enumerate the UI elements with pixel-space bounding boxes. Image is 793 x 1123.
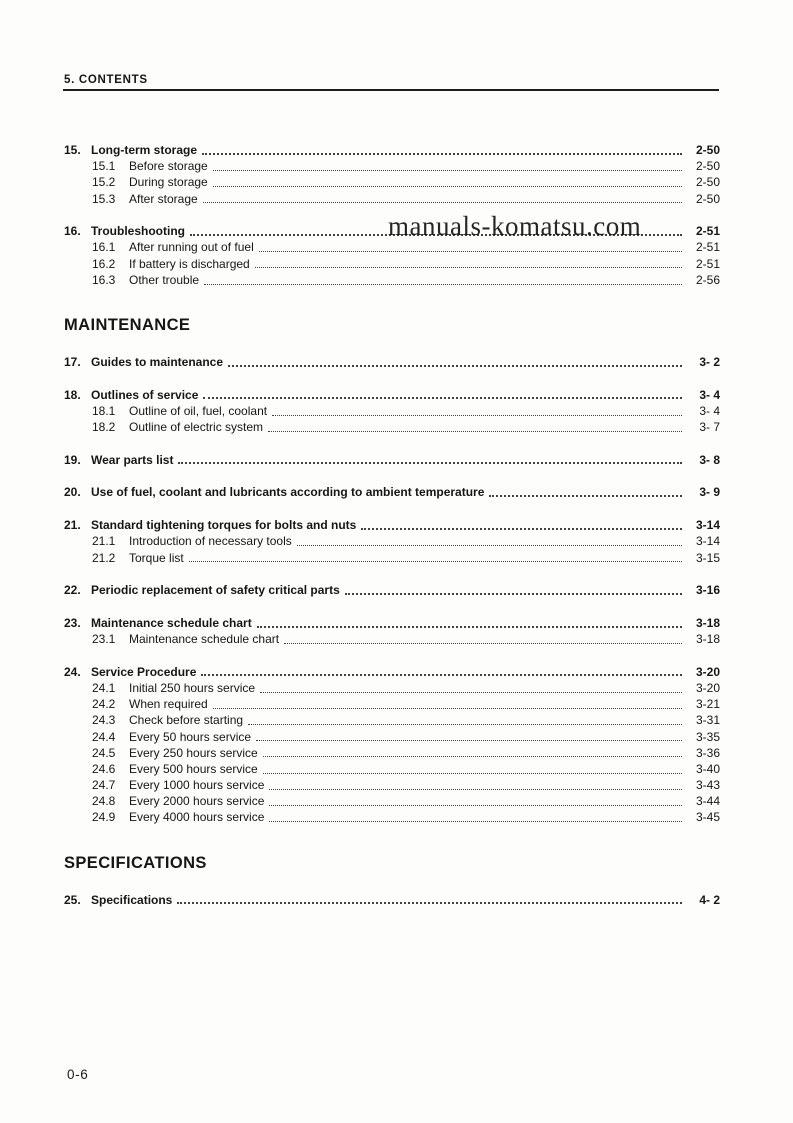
dotted-leader <box>202 153 682 155</box>
entry-title: Troubleshooting <box>91 224 185 239</box>
dotted-leader <box>177 902 682 904</box>
entry-page-number: 3-14 <box>695 534 720 549</box>
entry-title: Every 4000 hours service <box>129 810 265 825</box>
dotted-leader <box>284 643 682 644</box>
toc-entry <box>64 256 720 272</box>
entry-number: 18. <box>64 387 81 402</box>
entry-title: Long-term storage <box>91 143 198 157</box>
toc-entry <box>64 777 720 793</box>
entry-page-number: 2-56 <box>695 272 720 287</box>
dotted-leader <box>203 202 682 203</box>
entry-number: 24.5 <box>92 745 116 760</box>
dotted-leader <box>213 708 682 709</box>
entry-number: 18.1 <box>92 403 116 418</box>
entry-title: Maintenance schedule chart <box>91 615 252 630</box>
entry-page-number: 3- 8 <box>699 452 720 467</box>
entry-number: 16. <box>64 224 81 239</box>
entry-number: 18.2 <box>92 420 116 435</box>
toc-entry <box>64 272 720 288</box>
toc-entry <box>64 158 720 174</box>
toc-entry <box>64 761 720 777</box>
toc-entry <box>64 533 720 549</box>
entry-page-number: 2-51 <box>695 224 720 239</box>
entry-title: Torque list <box>129 550 184 565</box>
entry-number: 23.1 <box>92 632 116 647</box>
entry-title: Before storage <box>129 159 208 174</box>
toc-entry <box>64 631 720 647</box>
entry-number: 24.3 <box>92 713 116 728</box>
entry-number: 24.4 <box>92 729 116 744</box>
toc-group <box>64 892 720 908</box>
entry-title: During storage <box>129 175 208 190</box>
entry-number: 16.3 <box>92 272 116 287</box>
entry-page-number: 3- 4 <box>699 387 720 402</box>
toc-entry <box>64 729 720 745</box>
entry-page-number: 3-18 <box>695 615 720 630</box>
dotted-leader <box>263 773 682 774</box>
entry-page-number: 4- 2 <box>699 892 720 907</box>
dotted-leader <box>361 528 682 530</box>
toc-entry <box>64 354 720 370</box>
entry-number: 15.2 <box>92 175 116 190</box>
toc-entry <box>64 745 720 761</box>
toc-entry <box>64 174 720 190</box>
toc-entry <box>64 191 720 207</box>
toc-entry <box>64 892 720 908</box>
entry-number: 22. <box>64 583 81 598</box>
dotted-leader <box>263 756 682 757</box>
entry-title: If battery is discharged <box>129 256 250 271</box>
entry-page-number: 3-31 <box>695 713 720 728</box>
entry-title: Every 250 hours service <box>129 745 258 760</box>
dotted-leader <box>489 495 682 497</box>
entry-number: 24.1 <box>92 680 116 695</box>
toc-group <box>64 142 720 207</box>
entry-number: 16.1 <box>92 240 116 255</box>
section-heading: MAINTENANCE <box>64 316 191 334</box>
toc-entry <box>64 582 720 598</box>
entry-number: 15. <box>64 143 81 157</box>
entry-page-number: 3- 4 <box>699 403 720 418</box>
dotted-leader <box>203 397 682 399</box>
dotted-leader <box>213 186 682 187</box>
entry-number: 23. <box>64 615 81 630</box>
dotted-leader <box>255 267 682 268</box>
toc-entry <box>64 403 720 419</box>
entry-number: 21.2 <box>92 550 116 565</box>
toc-entry <box>64 680 720 696</box>
entry-page-number: 2-51 <box>695 256 720 271</box>
dotted-leader <box>213 170 682 171</box>
entry-page-number: 2-50 <box>695 175 720 190</box>
entry-title: Guides to maintenance <box>91 355 224 369</box>
entry-title: Other trouble <box>129 272 200 287</box>
dotted-leader <box>259 251 682 252</box>
entry-title: Outlines of service <box>91 387 199 402</box>
entry-number: 17. <box>64 355 81 369</box>
entry-title: Specifications <box>91 892 173 907</box>
dotted-leader <box>269 821 682 822</box>
toc-group <box>64 517 720 566</box>
dotted-leader <box>248 724 682 725</box>
toc-group <box>64 354 720 370</box>
dotted-leader <box>178 462 682 464</box>
entry-page-number: 3- 9 <box>699 485 720 500</box>
entry-number: 20. <box>64 485 81 500</box>
toc-group <box>64 582 720 598</box>
dotted-leader <box>297 545 682 546</box>
watermark-text: manuals-komatsu.com <box>388 211 642 241</box>
dotted-leader <box>345 593 682 595</box>
toc-entry <box>64 712 720 728</box>
dotted-leader <box>272 415 682 416</box>
entry-number: 15.1 <box>92 159 116 174</box>
entry-title: Every 500 hours service <box>129 761 258 776</box>
dotted-leader <box>268 431 682 432</box>
entry-page-number: 3-18 <box>695 632 720 647</box>
toc-entry <box>64 793 720 809</box>
entry-title: Outline of oil, fuel, coolant <box>129 403 268 418</box>
entry-title: Standard tightening torques for bolts and nuts <box>91 518 357 533</box>
entry-page-number: 2-50 <box>695 143 720 157</box>
dotted-leader <box>204 284 682 285</box>
entry-page-number: 3-45 <box>695 810 720 825</box>
entry-page-number: 3-16 <box>695 583 720 598</box>
entry-page-number: 3-35 <box>695 729 720 744</box>
toc-entry <box>64 809 720 825</box>
dotted-leader <box>228 365 682 367</box>
toc-entry <box>64 664 720 680</box>
toc-group <box>64 484 720 500</box>
entry-title: Outline of electric system <box>129 420 264 435</box>
entry-title: Introduction of necessary tools <box>129 534 292 549</box>
dotted-leader <box>269 789 682 790</box>
toc-group <box>64 452 720 468</box>
dotted-leader <box>256 740 682 741</box>
entry-page-number: 3-40 <box>695 761 720 776</box>
entry-number: 24.7 <box>92 778 116 793</box>
toc-entry <box>64 550 720 566</box>
section-heading: SPECIFICATIONS <box>64 853 207 872</box>
entry-title: Use of fuel, coolant and lubricants according to ambient temperature <box>91 485 485 500</box>
toc-group <box>64 615 720 647</box>
entry-number: 19. <box>64 452 81 467</box>
entry-number: 21.1 <box>92 534 116 549</box>
entry-page-number: 3- 7 <box>699 420 720 435</box>
entry-title: After storage <box>129 191 198 206</box>
dotted-leader <box>201 674 682 676</box>
entry-title: Initial 250 hours service <box>129 680 256 695</box>
entry-page-number: 3-36 <box>695 745 720 760</box>
entry-page-number: 3-20 <box>695 664 720 679</box>
entry-page-number: 3-21 <box>695 697 720 712</box>
dotted-leader <box>269 805 682 806</box>
toc-group <box>64 664 720 826</box>
toc-entry <box>64 387 720 403</box>
entry-page-number: 3-14 <box>695 518 720 533</box>
entry-title: Service Procedure <box>91 664 197 679</box>
entry-page-number: 3-20 <box>695 680 720 695</box>
entry-number: 21. <box>64 518 81 533</box>
toc-entry <box>64 517 720 533</box>
entry-number: 24.8 <box>92 794 116 809</box>
entry-page-number: 3- 2 <box>699 355 720 369</box>
entry-title: After running out of fuel <box>129 240 254 255</box>
entry-number: 25. <box>64 892 81 907</box>
entry-page-number: 2-50 <box>695 191 720 206</box>
entry-page-number: 2-51 <box>695 240 720 255</box>
table-of-contents <box>64 142 720 924</box>
entry-page-number: 2-50 <box>695 159 720 174</box>
entry-title: Maintenance schedule chart <box>129 632 280 647</box>
toc-entry <box>64 696 720 712</box>
entry-number: 15.3 <box>92 191 116 206</box>
toc-entry <box>64 142 720 158</box>
entry-title: Every 2000 hours service <box>129 794 265 809</box>
dotted-leader <box>257 626 682 628</box>
dotted-leader <box>260 692 682 693</box>
toc-group <box>64 387 720 436</box>
toc-entry <box>64 419 720 435</box>
toc-entry <box>64 484 720 500</box>
entry-page-number: 3-44 <box>695 794 720 809</box>
entry-title: Check before starting <box>129 713 244 728</box>
entry-number: 16.2 <box>92 256 116 271</box>
entry-title: Periodic replacement of safety critical parts <box>91 583 340 598</box>
entry-title: Wear parts list <box>91 452 174 467</box>
entry-title: Every 50 hours service <box>129 729 252 744</box>
dotted-leader <box>189 561 682 562</box>
entry-page-number: 3-15 <box>695 550 720 565</box>
entry-page-number: 3-43 <box>695 778 720 793</box>
toc-entry <box>64 452 720 468</box>
header-rule <box>63 89 719 91</box>
entry-number: 24.9 <box>92 810 116 825</box>
entry-number: 24. <box>64 664 81 679</box>
toc-entry <box>64 615 720 631</box>
entry-number: 24.2 <box>92 697 116 712</box>
entry-number: 24.6 <box>92 761 116 776</box>
footer-page-number: 0-6 <box>67 1067 89 1082</box>
page-header-title: 5. CONTENTS <box>64 74 148 86</box>
entry-title: Every 1000 hours service <box>129 778 265 793</box>
entry-title: When required <box>129 697 208 712</box>
